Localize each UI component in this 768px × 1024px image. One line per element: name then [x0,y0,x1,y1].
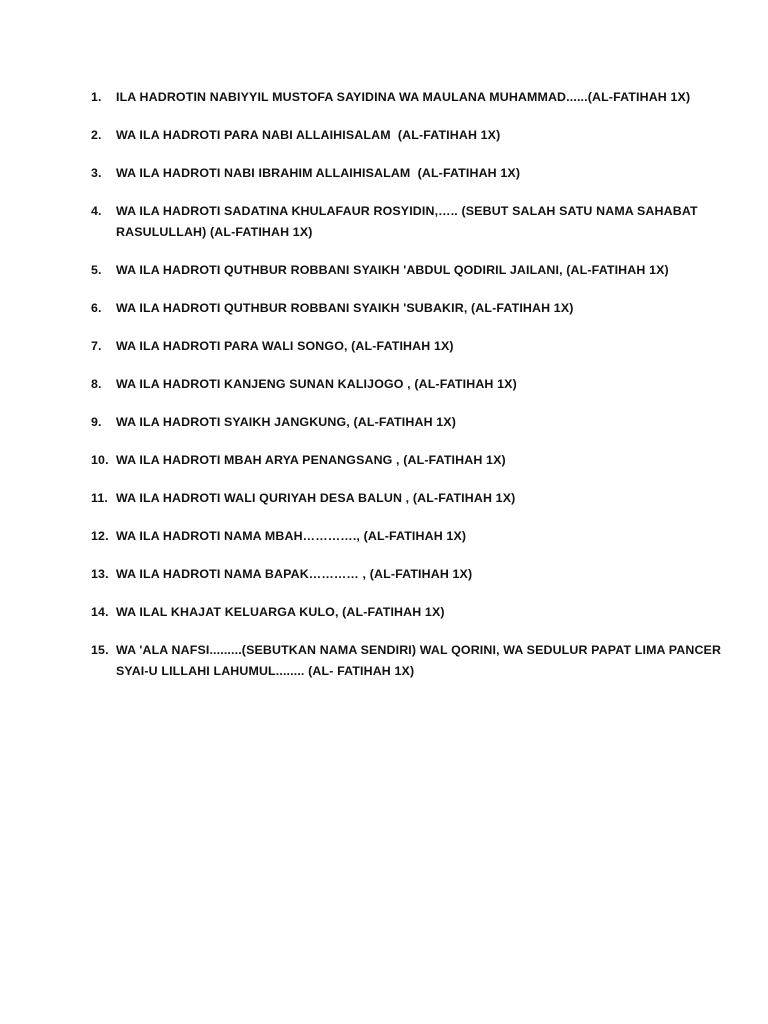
list-item [91,87,731,108]
list-item-number: 12. [91,529,109,543]
list-item-number: 6. [91,301,102,315]
numbered-list [91,87,731,699]
list-item-text: WA ILA HADROTI QUTHBUR ROBBANI SYAIKH 'SUBAKIR, (AL-FATIHAH 1X) [116,301,574,315]
list-item [91,163,731,184]
list-item [91,125,731,146]
list-item-text: WA ILA HADROTI KANJENG SUNAN KALIJOGO , (AL-FATIHAH 1X) [116,377,517,391]
list-item [91,602,731,623]
list-item [91,412,731,433]
list-item-text: WA ILA HADROTI NAMA BAPAK………… , (AL-FATIHAH 1X) [116,567,473,581]
list-item-number: 15. [91,643,109,657]
list-item-text: ILA HADROTIN NABIYYIL MUSTOFA SAYIDINA WA MAULANA MUHAMMAD......(AL-FATIHAH 1X) [116,90,691,104]
list-item-text: WA ILA HADROTI SYAIKH JANGKUNG, (AL-FATIHAH 1X) [116,415,456,429]
list-item-text: WA ILA HADROTI WALI QURIYAH DESA BALUN , (AL-FATIHAH 1X) [116,491,516,505]
list-item-number: 8. [91,377,102,391]
list-item [91,526,731,547]
list-item-number: 4. [91,204,102,218]
list-item-text: WA ILA HADROTI NABI IBRAHIM ALLAIHISALAM (AL-FATIHAH 1X) [116,166,521,180]
list-item-number: 7. [91,339,102,353]
list-item [91,336,731,357]
list-item-number: 1. [91,90,102,104]
list-item [91,260,731,281]
list-item [91,488,731,509]
list-item-text: WA ILA HADROTI PARA NABI ALLAIHISALAM (AL-FATIHAH 1X) [116,128,501,142]
list-item [91,640,731,682]
list-item-number: 2. [91,128,102,142]
list-item [91,564,731,585]
list-item-number: 5. [91,263,102,277]
list-item-number: 9. [91,415,102,429]
list-item [91,201,731,243]
list-item [91,374,731,395]
list-item-text: WA ILA HADROTI PARA WALI SONGO, (AL-FATIHAH 1X) [116,339,454,353]
list-item-number: 11. [91,491,108,505]
list-item-text: WA 'ALA NAFSI.........(SEBUTKAN NAMA SENDIRI) WAL QORINI, WA SEDULUR PAPAT LIMA PANCER SYAI-U LILLAHI LAHUMUL........ (AL- FATIHAH 1X) [116,643,725,678]
list-item-text: WA ILA HADROTI NAMA MBAH…………., (AL-FATIHAH 1X) [116,529,467,543]
list-item-number: 13. [91,567,109,581]
list-item [91,450,731,471]
list-item-text: WA ILA HADROTI SADATINA KHULAFAUR ROSYIDIN,….. (SEBUT SALAH SATU NAMA SAHABAT RASULULLAH) (AL-FATIHAH 1X) [116,204,702,239]
list-item-text: WA ILA HADROTI MBAH ARYA PENANGSANG , (AL-FATIHAH 1X) [116,453,506,467]
list-item [91,298,731,319]
list-item-number: 3. [91,166,102,180]
list-item-text: WA ILAL KHAJAT KELUARGA KULO, (AL-FATIHAH 1X) [116,605,445,619]
list-item-number: 14. [91,605,109,619]
list-item-number: 10. [91,453,109,467]
list-item-text: WA ILA HADROTI QUTHBUR ROBBANI SYAIKH 'ABDUL QODIRIL JAILANI, (AL-FATIHAH 1X) [116,263,669,277]
